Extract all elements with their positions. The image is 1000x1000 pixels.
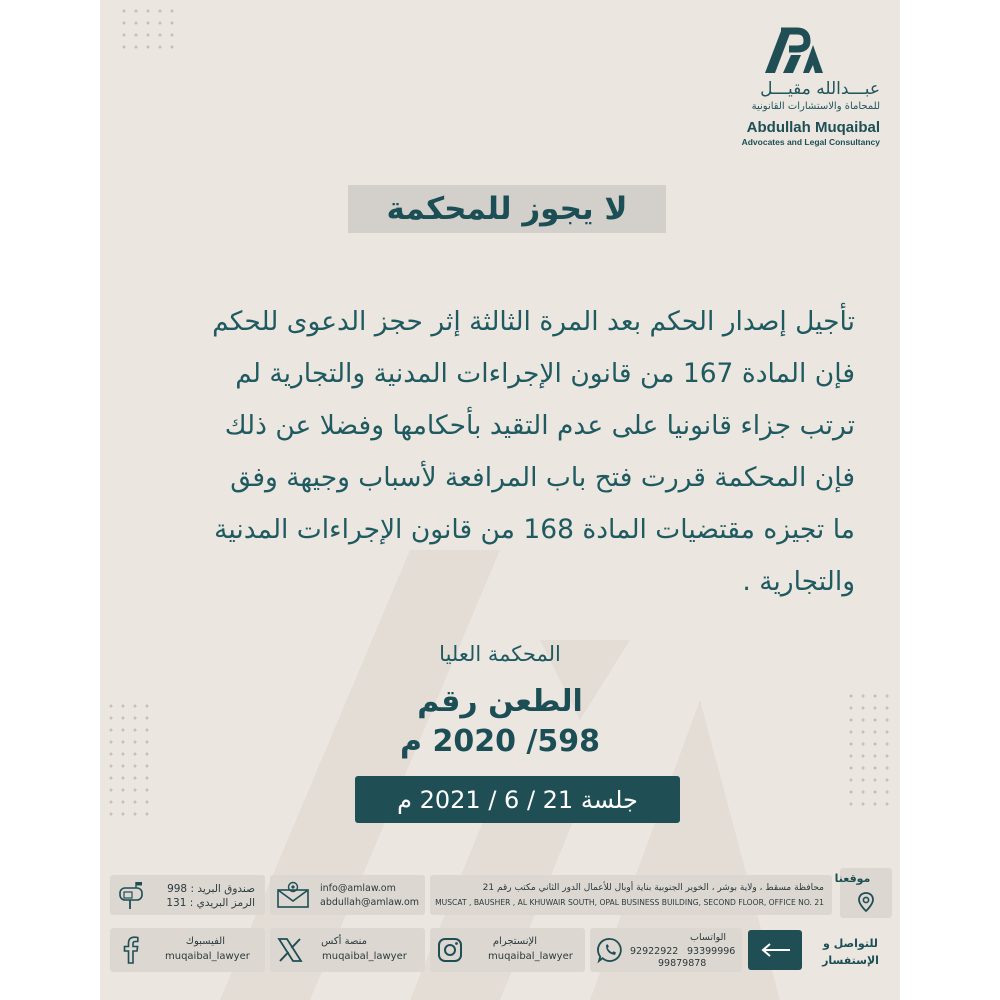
facebook-handle[interactable]: muqaibal_lawyer — [165, 951, 250, 962]
phone-3[interactable]: 99879878 — [658, 958, 707, 969]
location-label: موقعنا — [834, 872, 871, 885]
x-logo-icon — [276, 937, 304, 963]
instagram-handle[interactable]: muqaibal_lawyer — [488, 951, 573, 962]
contact-label — [818, 935, 883, 969]
session-date: جلسة 21 / 6 / 2021 م — [397, 785, 638, 814]
po-box-card — [110, 875, 265, 915]
body-line: ما تجيزه مقتضيات المادة 168 من قانون الإجراءات المدنية — [214, 514, 855, 545]
phone-2[interactable]: 93399996 — [687, 946, 736, 957]
dot-grid-top-left — [118, 5, 180, 55]
whatsapp-icon — [596, 936, 624, 964]
firm-logo — [710, 25, 880, 155]
po-box-number: صندوق البريد : 998 — [167, 883, 255, 895]
x-label: منصة أكس — [321, 936, 367, 947]
email-card[interactable] — [270, 875, 425, 915]
whatsapp-label: الواتساب — [690, 932, 727, 943]
logo-english-name: Abdullah Muqaibal — [746, 119, 880, 136]
facebook-card[interactable] — [110, 928, 265, 972]
arrow-left-icon — [760, 942, 792, 958]
email-icon — [276, 881, 310, 909]
session-banner — [355, 776, 680, 823]
appeal-label: الطعن رقم — [417, 684, 583, 719]
address-arabic: محافظة مسقط ، ولاية بوشر ، الخوير الجنوبية بناية أوبال للأعمال الدور الثاني مكتب رقم 21 — [482, 883, 824, 893]
address-card — [430, 875, 832, 915]
court-name: المحكمة العليا — [439, 642, 561, 666]
body-line: ترتب جزاء قانونيا على عدم التقيد بأحكامها وفضلا عن ذلك — [224, 410, 855, 441]
body-line: فإن المادة 167 من قانون الإجراءات المدنية والتجارية لم — [235, 358, 855, 389]
mailbox-icon — [116, 880, 148, 910]
facebook-icon — [122, 936, 140, 964]
page-title: لا يجوز للمحكمة — [386, 191, 628, 227]
ruling-text — [130, 296, 855, 608]
instagram-card[interactable] — [430, 928, 585, 972]
instagram-icon — [436, 936, 464, 964]
contact-arrow-button[interactable] — [748, 930, 802, 970]
x-card[interactable] — [270, 928, 425, 972]
location-pin-icon — [855, 891, 877, 913]
email-secondary[interactable]: abdullah@amlaw.om — [320, 897, 420, 908]
logo-arabic-subtitle: للمحاماة والاستشارات القانونية — [751, 101, 880, 112]
postal-code: الرمز البريدي : 131 — [166, 897, 255, 909]
contact-label-line-2: الإستفسار — [822, 954, 879, 967]
body-line: والتجارية . — [742, 566, 855, 597]
logo-mark-icon — [763, 25, 825, 75]
instagram-label: الإنستجرام — [492, 936, 537, 947]
appeal-number: 598/ 2020 م — [400, 724, 600, 759]
body-line: فإن المحكمة قررت فتح باب المرافعة لأسباب وجيهة وفق — [230, 462, 855, 493]
facebook-label: الفيسبوك — [185, 936, 225, 947]
x-handle[interactable]: muqaibal_lawyer — [322, 951, 407, 962]
whatsapp-card[interactable] — [590, 928, 742, 972]
logo-arabic-name: عبـــدالله مقيـــل — [760, 79, 880, 99]
logo-english-subtitle: Advocates and Legal Consultancy — [741, 137, 880, 147]
email-primary[interactable]: info@amlaw.om — [320, 883, 396, 894]
body-line: تأجيل إصدار الحكم بعد المرة الثالثة إثر حجز الدعوى للحكم — [212, 306, 855, 337]
address-english: MUSCAT , BAUSHER , AL KHUWAIR SOUTH, OPAL BUSINESS BUILDING, SECOND FLOOR, OFFICE NO. 21 — [435, 898, 824, 907]
poster — [100, 0, 900, 1000]
phone-1[interactable]: 92922922 — [630, 946, 679, 957]
contact-label-line-1: للتواصل و — [823, 937, 878, 950]
title-banner — [348, 185, 666, 233]
